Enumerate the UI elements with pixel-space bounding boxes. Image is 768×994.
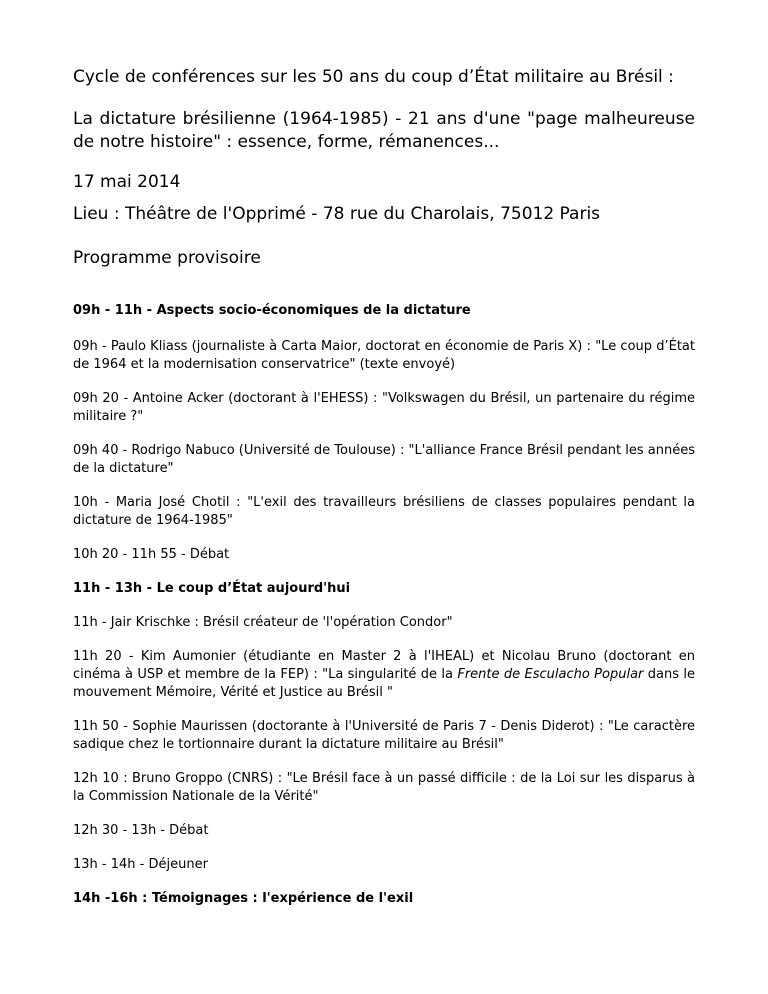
session-1-debate: 10h 20 - 11h 55 - Débat bbox=[73, 547, 230, 562]
session-1-item-1: 09h - Paulo Kliass (journaliste à Carta Maior, doctorat en économie de Paris X) : "Le coup d’État de 1964 et la modernisation conservatrice" (texte envoyé) bbox=[73, 339, 695, 372]
cycle-heading: Cycle de conférences sur les 50 ans du coup d’État militaire au Brésil : bbox=[73, 67, 674, 87]
lunch-break: 13h - 14h - Déjeuner bbox=[73, 857, 208, 872]
session-1-item-2: 09h 20 - Antoine Acker (doctorant à l'EHESS) : "Volkswagen du Brésil, un partenaire du régime militaire ?" bbox=[73, 391, 695, 424]
session-2-item-1: 11h - Jair Krischke : Brésil créateur de 'l'opération Condor" bbox=[73, 615, 453, 630]
item-2-text-a: 11h 20 - Kim Aumonier (étudiante en Master 2 à l'IHEAL) et Nicolau Bruno (doctorant en cinéma à USP et membre de la FEP) : "La singularité de la bbox=[73, 649, 695, 682]
item-2-text-b: dans le mouvement Mémoire, Vérité et Justice au Brésil " bbox=[73, 667, 695, 700]
session-2-item-3: 11h 50 - Sophie Maurissen (doctorante à l'Université de Paris 7 - Denis Diderot) : "Le caractère sadique chez le tortionnaire durant la dictature militaire au Brésil" bbox=[73, 719, 695, 752]
programme-label: Programme provisoire bbox=[73, 248, 261, 268]
session-3-title: 14h -16h : Témoignages : l'expérience de l'exil bbox=[73, 891, 414, 906]
item-2-text-italic: Frente de Esculacho Popular bbox=[457, 667, 644, 682]
session-1-title: 09h - 11h - Aspects socio-économiques de la dictature bbox=[73, 303, 471, 318]
session-2-debate: 12h 30 - 13h - Débat bbox=[73, 823, 209, 838]
session-2-item-4: 12h 10 : Bruno Groppo (CNRS) : "Le Brésil face à un passé difficile : de la Loi sur les disparus à la Commission Nationale de la Vérité" bbox=[73, 771, 695, 804]
session-2-title: 11h - 13h - Le coup d’État aujourd'hui bbox=[73, 581, 351, 596]
conference-date: 17 mai 2014 bbox=[73, 172, 181, 192]
venue: Lieu : Théâtre de l'Opprimé - 78 rue du Charolais, 75012 Paris bbox=[73, 204, 601, 224]
session-1-item-3: 09h 40 - Rodrigo Nabuco (Université de Toulouse) : "L'alliance France Brésil pendant les années de la dictature" bbox=[73, 443, 695, 476]
session-2-item-2 bbox=[73, 648, 695, 702]
session-1-item-4: 10h - Maria José Chotil : "L'exil des travailleurs brésiliens de classes populaires pendant la dictature de 1964-1985" bbox=[73, 495, 695, 528]
conference-title: La dictature brésilienne (1964-1985) - 21 ans d'une "page malheureuse de notre histoire" : essence, forme, rémanences... bbox=[73, 109, 695, 152]
